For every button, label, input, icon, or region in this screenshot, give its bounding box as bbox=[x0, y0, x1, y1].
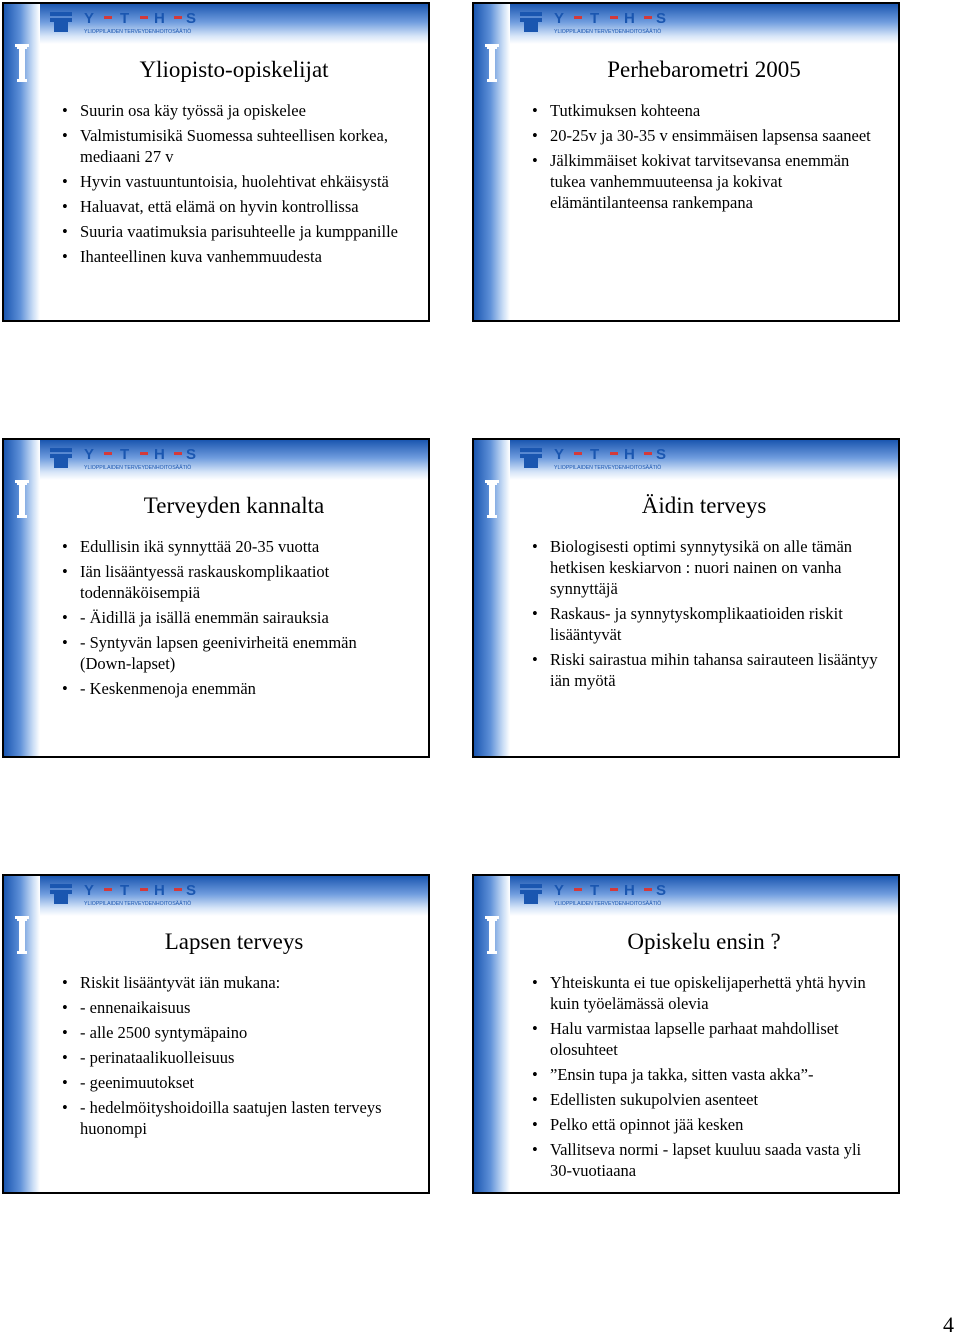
bullet-list bbox=[530, 972, 878, 1185]
logo-letter: H bbox=[624, 10, 635, 27]
bullet-item: • Biologisesti optimi synnytysikä on alle tämän hetkisen keskiarvon : nuori nainen on vanha synnyttäjä bbox=[530, 536, 878, 599]
pillar-icon bbox=[14, 480, 30, 520]
bullet-item: • Vallitseva normi - lapset kuuluu saada vasta yli 30-vuotiaana bbox=[530, 1139, 878, 1181]
logo-separator bbox=[610, 16, 618, 19]
pillar-icon bbox=[484, 916, 500, 956]
logo-subtitle: YLIOPPILAIDEN TERVEYDENHOITOSÄÄTIÖ bbox=[554, 29, 662, 35]
logo-separator bbox=[174, 452, 182, 455]
pillar-icon bbox=[14, 44, 30, 84]
yths-logo bbox=[48, 880, 208, 908]
logo-separator bbox=[104, 16, 112, 19]
yths-logo bbox=[518, 880, 678, 908]
bullet-item: • Tutkimuksen kohteena bbox=[530, 100, 878, 121]
slide-title: Perhebarometri 2005 bbox=[607, 57, 801, 82]
yths-emblem-icon bbox=[50, 884, 72, 904]
logo-separator bbox=[104, 452, 112, 455]
bullet-item: • - Keskenmenoja enemmän bbox=[60, 678, 408, 699]
bullet-item: • Edullisin ikä synnyttää 20-35 vuotta bbox=[60, 536, 408, 557]
logo-letter: Y bbox=[554, 10, 565, 27]
yths-emblem-icon bbox=[520, 884, 542, 904]
logo-subtitle: YLIOPPILAIDEN TERVEYDENHOITOSÄÄTIÖ bbox=[554, 465, 662, 471]
bullet-item: • - ennenaikaisuus bbox=[60, 997, 408, 1018]
slide-title: Äidin terveys bbox=[641, 493, 767, 518]
logo-separator bbox=[644, 16, 652, 19]
logo-separator bbox=[574, 888, 582, 891]
slide-3 bbox=[2, 438, 430, 758]
bullet-list bbox=[60, 972, 408, 1143]
bullet-item: • Iän lisääntyessä raskauskomplikaatiot todennäköisempiä bbox=[60, 561, 408, 603]
pillar-icon bbox=[14, 916, 30, 956]
pillar-icon bbox=[484, 480, 500, 520]
logo-subtitle: YLIOPPILAIDEN TERVEYDENHOITOSÄÄTIÖ bbox=[554, 901, 662, 907]
logo-letter: T bbox=[590, 882, 600, 899]
logo-separator bbox=[610, 452, 618, 455]
bullet-item: • - hedelmöityshoidoilla saatujen lasten terveys huonompi bbox=[60, 1097, 408, 1139]
logo-separator bbox=[140, 888, 148, 891]
logo-letter: T bbox=[120, 10, 130, 27]
logo-letter: T bbox=[590, 10, 600, 27]
bullet-item: • Suurin osa käy työssä ja opiskelee bbox=[60, 100, 408, 121]
slide-title: Opiskelu ensin ? bbox=[627, 929, 781, 954]
slide-5 bbox=[2, 874, 430, 1194]
logo-letter: S bbox=[186, 446, 197, 463]
logo-letter: Y bbox=[554, 882, 565, 899]
bullet-item: • Valmistumisikä Suomessa suhteellisen korkea, mediaani 27 v bbox=[60, 125, 408, 167]
logo-letter: T bbox=[590, 446, 600, 463]
bullet-item: • Pelko että opinnot jää kesken bbox=[530, 1114, 878, 1135]
logo-subtitle: YLIOPPILAIDEN TERVEYDENHOITOSÄÄTIÖ bbox=[84, 465, 192, 471]
logo-letter: S bbox=[186, 10, 197, 27]
slide-title: Terveyden kannalta bbox=[143, 493, 325, 518]
logo-letter: T bbox=[120, 446, 130, 463]
logo-separator bbox=[644, 452, 652, 455]
logo-letter: S bbox=[656, 446, 667, 463]
logo-letter: Y bbox=[84, 10, 95, 27]
logo-letter: H bbox=[154, 882, 165, 899]
bullet-item: • Suuria vaatimuksia parisuhteelle ja kumppanille bbox=[60, 221, 408, 242]
logo-letter: S bbox=[186, 882, 197, 899]
yths-emblem-icon bbox=[520, 448, 542, 468]
logo-separator bbox=[574, 16, 582, 19]
bullet-list bbox=[60, 100, 408, 271]
logo-subtitle: YLIOPPILAIDEN TERVEYDENHOITOSÄÄTIÖ bbox=[84, 29, 192, 35]
logo-separator bbox=[574, 452, 582, 455]
yths-emblem-icon bbox=[520, 12, 542, 32]
logo-letter: Y bbox=[554, 446, 565, 463]
logo-letter: S bbox=[656, 10, 667, 27]
bullet-item: • - Äidillä ja isällä enemmän sairauksia bbox=[60, 607, 408, 628]
bullet-list bbox=[530, 536, 878, 695]
bullet-list bbox=[60, 536, 408, 703]
bullet-item: • - alle 2500 syntymäpaino bbox=[60, 1022, 408, 1043]
logo-separator bbox=[174, 16, 182, 19]
bullet-list bbox=[530, 100, 878, 217]
logo-separator bbox=[644, 888, 652, 891]
yths-logo bbox=[518, 444, 678, 472]
logo-letter: H bbox=[154, 10, 165, 27]
bullet-item: • Jälkimmäiset kokivat tarvitsevansa enemmän tukea vanhemmuuteensa ja kokivat elämäntilanteensa rankempana bbox=[530, 150, 878, 213]
logo-separator bbox=[610, 888, 618, 891]
yths-logo bbox=[48, 8, 208, 36]
logo-letter: H bbox=[624, 446, 635, 463]
logo-letter: H bbox=[624, 882, 635, 899]
bullet-item: • Hyvin vastuuntuntoisia, huolehtivat ehkäisystä bbox=[60, 171, 408, 192]
bullet-item: • Ihanteellinen kuva vanhemmuudesta bbox=[60, 246, 408, 267]
bullet-item: • Riskit lisääntyvät iän mukana: bbox=[60, 972, 408, 993]
bullet-item: • - Syntyvän lapsen geenivirheitä enemmän (Down-lapset) bbox=[60, 632, 408, 674]
bullet-item: • 20-25v ja 30-35 v ensimmäisen lapsensa saaneet bbox=[530, 125, 878, 146]
logo-letter: H bbox=[154, 446, 165, 463]
bullet-item: • Haluavat, että elämä on hyvin kontrollissa bbox=[60, 196, 408, 217]
bullet-item: • Halu varmistaa lapselle parhaat mahdolliset olosuhteet bbox=[530, 1018, 878, 1060]
bullet-item: • Raskaus- ja synnytyskomplikaatioiden riskit lisääntyvät bbox=[530, 603, 878, 645]
logo-separator bbox=[140, 16, 148, 19]
bullet-item: • Edellisten sukupolvien asenteet bbox=[530, 1089, 878, 1110]
bullet-item: • - perinataalikuolleisuus bbox=[60, 1047, 408, 1068]
slide-1 bbox=[2, 2, 430, 322]
yths-logo bbox=[48, 444, 208, 472]
bullet-item: • - geenimuutokset bbox=[60, 1072, 408, 1093]
logo-subtitle: YLIOPPILAIDEN TERVEYDENHOITOSÄÄTIÖ bbox=[84, 901, 192, 907]
yths-emblem-icon bbox=[50, 12, 72, 32]
slide-2 bbox=[472, 2, 900, 322]
logo-letter: Y bbox=[84, 446, 95, 463]
logo-letter: S bbox=[656, 882, 667, 899]
slide-6 bbox=[472, 874, 900, 1194]
yths-emblem-icon bbox=[50, 448, 72, 468]
logo-separator bbox=[140, 452, 148, 455]
logo-separator bbox=[104, 888, 112, 891]
slide-title: Yliopisto-opiskelijat bbox=[139, 57, 329, 82]
logo-separator bbox=[174, 888, 182, 891]
bullet-item: • Riski sairastua mihin tahansa sairauteen lisääntyy iän myötä bbox=[530, 649, 878, 691]
page-number: 4 bbox=[943, 1312, 954, 1337]
slide-4 bbox=[472, 438, 900, 758]
slide-title: Lapsen terveys bbox=[164, 929, 304, 954]
bullet-item: • Yhteiskunta ei tue opiskelijaperhettä yhtä hyvin kuin työelämässä olevia bbox=[530, 972, 878, 1014]
logo-letter: Y bbox=[84, 882, 95, 899]
yths-logo bbox=[518, 8, 678, 36]
bullet-item: • ”Ensin tupa ja takka, sitten vasta akka”- bbox=[530, 1064, 878, 1085]
pillar-icon bbox=[484, 44, 500, 84]
logo-letter: T bbox=[120, 882, 130, 899]
